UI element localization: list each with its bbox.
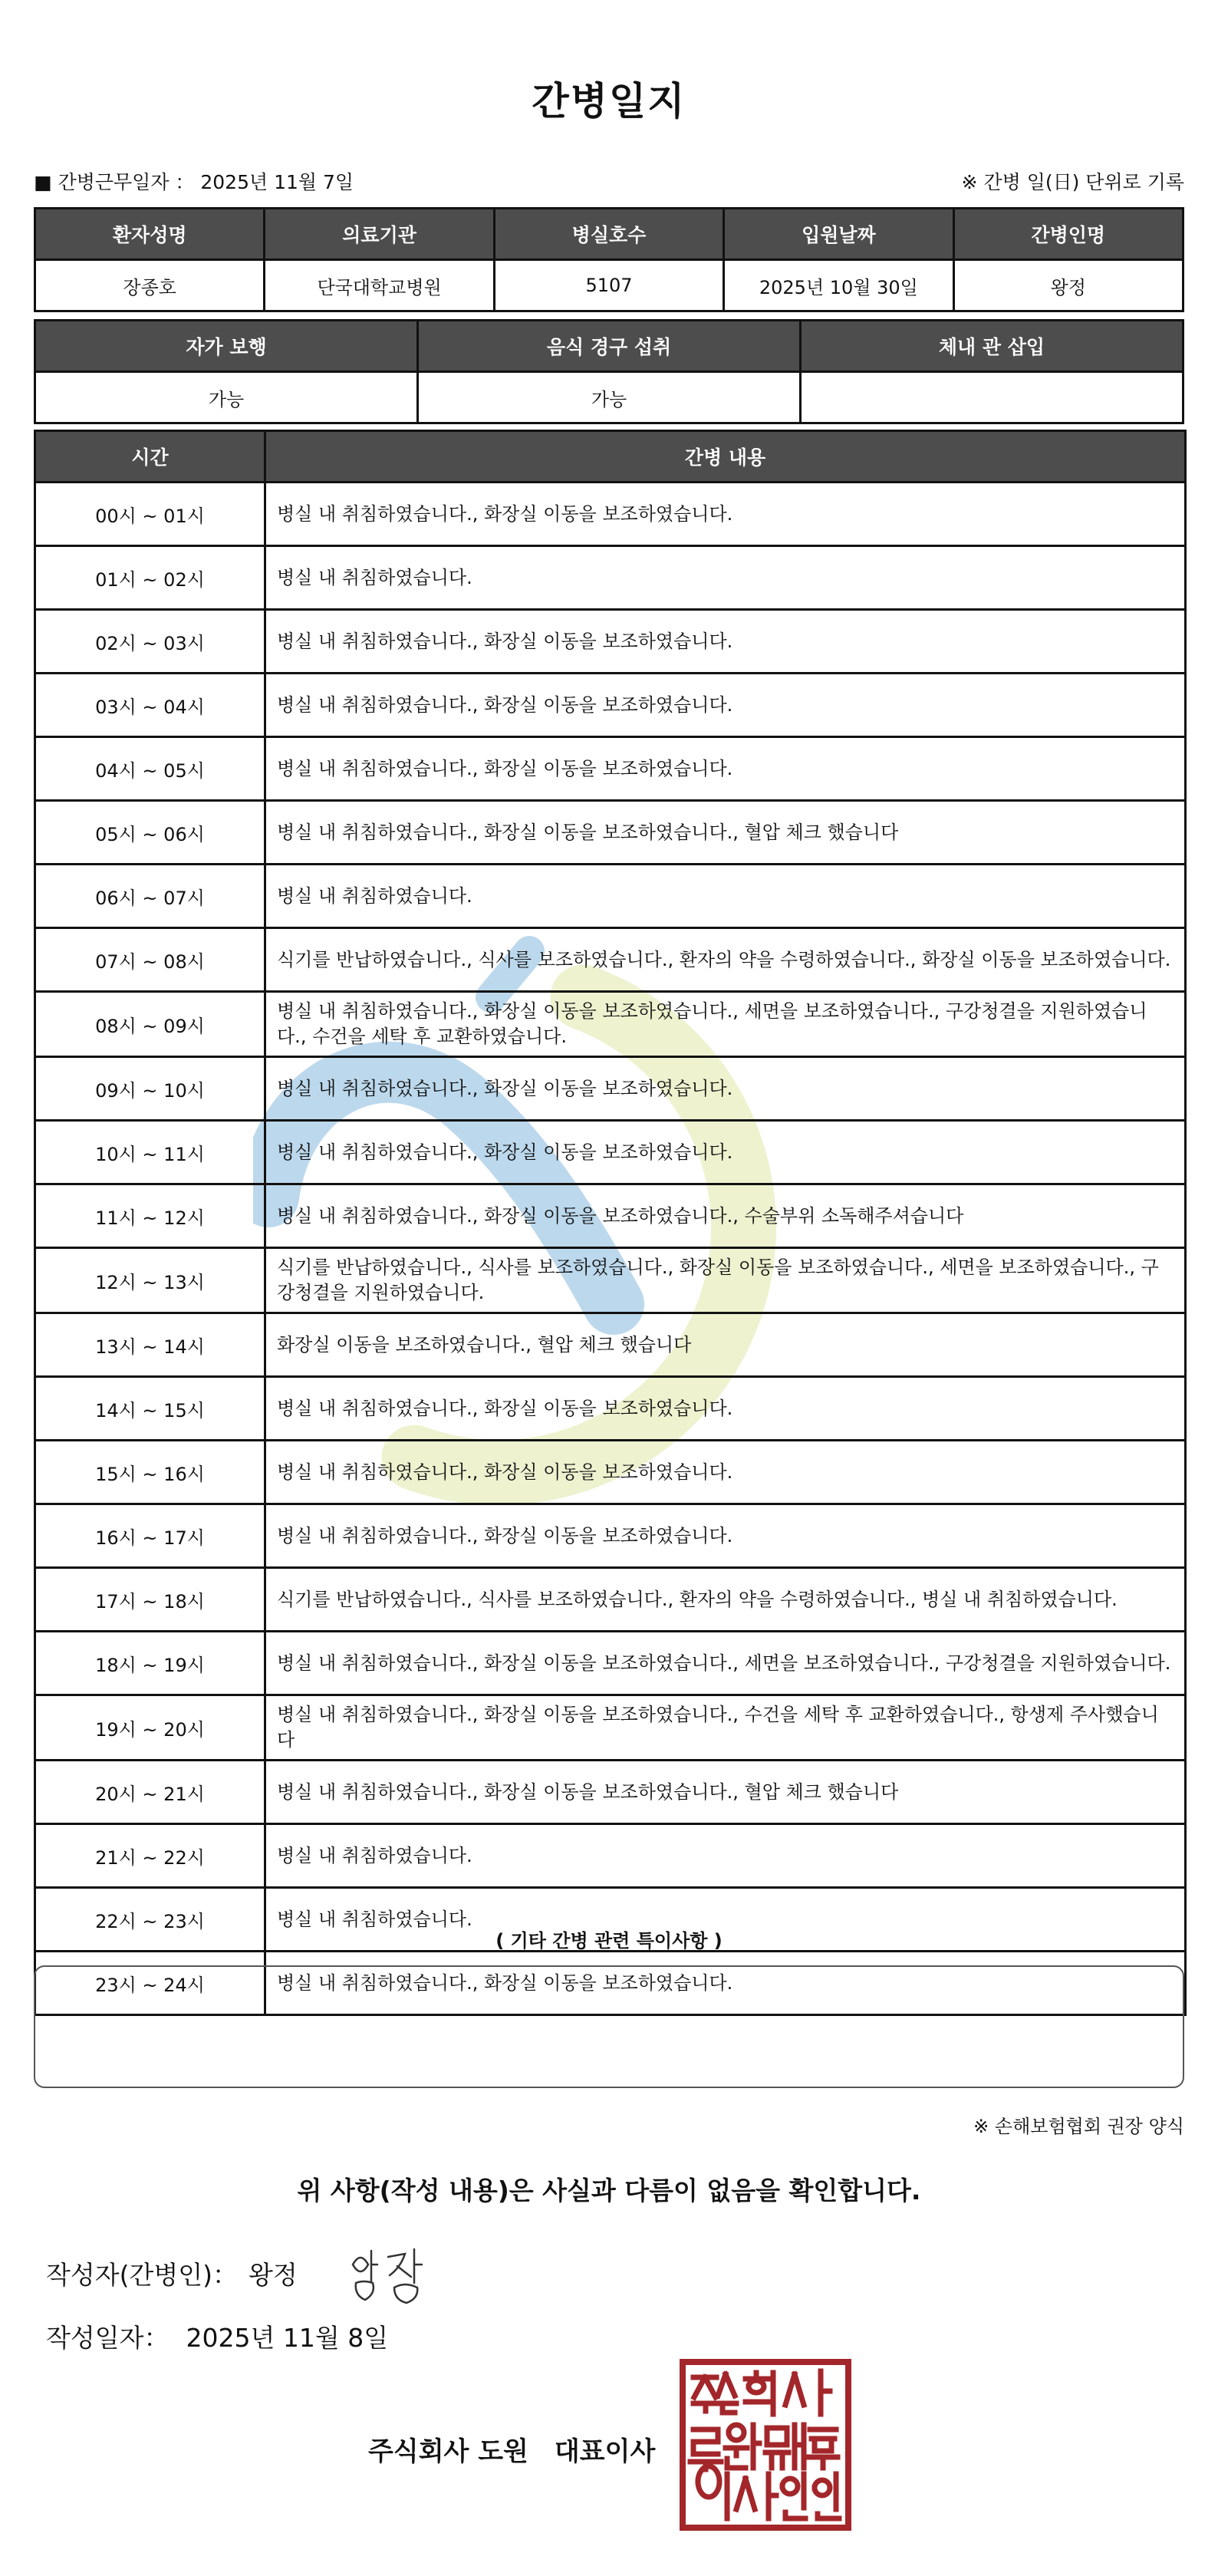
log-content: 병실 내 취침하였습니다. — [265, 546, 1186, 610]
log-time: 03시 ~ 04시 — [35, 674, 265, 737]
header-self-walking: 자가 보행 — [35, 321, 418, 372]
log-time: 20시 ~ 21시 — [35, 1761, 265, 1824]
self-walking: 가능 — [35, 372, 418, 423]
table-row — [35, 801, 1186, 865]
header-oral-intake: 음식 경구 섭취 — [418, 321, 801, 372]
log-content: 병실 내 취침하였습니다., 화장실 이동을 보조하였습니다. — [265, 610, 1186, 674]
table-row — [35, 1248, 1186, 1313]
header-hospital: 의료기관 — [265, 209, 494, 260]
table-row — [35, 1057, 1186, 1121]
log-time: 22시 ~ 23시 — [35, 1888, 265, 1952]
log-time: 08시 ~ 09시 — [35, 992, 265, 1057]
caregiver-name: 왕정 — [953, 260, 1183, 311]
log-content: 병실 내 취침하였습니다., 화장실 이동을 보조하였습니다. — [265, 737, 1186, 801]
log-time: 12시 ~ 13시 — [35, 1248, 265, 1313]
notes-label: ( 기타 간병 관련 특이사항 ) — [495, 1930, 723, 1952]
log-content: 식기를 반납하였습니다., 식사를 보조하였습니다., 환자의 약을 수령하였습니다., 병실 내 취침하였습니다. — [265, 1568, 1186, 1632]
admission-date: 2025년 10월 30일 — [724, 260, 953, 311]
log-time: 21시 ~ 22시 — [35, 1824, 265, 1888]
log-content: 식기를 반납하였습니다., 식사를 보조하였습니다., 환자의 약을 수령하였습니다., 화장실 이동을 보조하였습니다. — [265, 928, 1186, 992]
table-row — [35, 610, 1186, 674]
log-content: 병실 내 취침하였습니다., 화장실 이동을 보조하였습니다. — [265, 1952, 1186, 2015]
log-time: 19시 ~ 20시 — [35, 1695, 265, 1761]
table-row — [35, 1377, 1186, 1441]
confirmation-statement: 위 사항(작성 내용)은 사실과 다름이 없음을 확인합니다. — [297, 2176, 921, 2205]
log-content: 병실 내 취침하였습니다., 화장실 이동을 보조하였습니다., 세면을 보조하였습니다., 구강청결을 지원하였습니다. — [265, 1632, 1186, 1695]
written-date-line — [46, 2318, 388, 2354]
table-row — [35, 992, 1186, 1057]
log-content: 병실 내 취침하였습니다., 화장실 이동을 보조하였습니다., 수술부위 소독해주셔습니다 — [265, 1184, 1186, 1248]
log-content: 병실 내 취침하였습니다. — [265, 865, 1186, 928]
table-row — [35, 928, 1186, 992]
header-caregiver-name: 간병인명 — [953, 209, 1183, 260]
oral-intake: 가능 — [418, 372, 801, 423]
table-row — [35, 483, 1186, 546]
company-line — [368, 2430, 655, 2468]
log-time: 05시 ~ 06시 — [35, 801, 265, 865]
hospital: 단국대학교병원 — [265, 260, 494, 311]
header-patient-name: 환자성명 — [35, 209, 265, 260]
writer-name: 왕정 — [249, 2260, 298, 2290]
patient-info-table — [34, 207, 1184, 312]
patient-name: 장종호 — [35, 260, 265, 311]
writer-line — [46, 2255, 298, 2291]
table-row — [35, 1695, 1186, 1761]
table-row — [35, 1313, 1186, 1377]
record-unit-note: ※ 간병 일(日) 단위로 기록 — [961, 171, 1184, 193]
log-time: 02시 ~ 03시 — [35, 610, 265, 674]
table-row — [35, 1824, 1186, 1888]
header-care-content: 간병 내용 — [265, 431, 1186, 483]
log-content: 병실 내 취침하였습니다., 화장실 이동을 보조하였습니다. — [265, 1377, 1186, 1441]
table-row — [35, 1761, 1186, 1824]
log-time: 07시 ~ 08시 — [35, 928, 265, 992]
table-row — [35, 674, 1186, 737]
log-content: 병실 내 취침하였습니다., 화장실 이동을 보조하였습니다. — [265, 1441, 1186, 1504]
log-time: 14시 ~ 15시 — [35, 1377, 265, 1441]
company-name: 주식회사 도원 — [368, 2436, 528, 2467]
care-log-table — [34, 430, 1187, 2016]
log-content: 병실 내 취침하였습니다. — [265, 1888, 1186, 1952]
header-time: 시간 — [35, 431, 265, 483]
log-content: 화장실 이동을 보조하였습니다., 혈압 체크 했습니다 — [265, 1313, 1186, 1377]
log-time: 00시 ~ 01시 — [35, 483, 265, 546]
log-time: 16시 ~ 17시 — [35, 1504, 265, 1568]
table-row — [35, 1441, 1186, 1504]
care-log-body — [35, 483, 1186, 2015]
table-row — [35, 1632, 1186, 1695]
log-time: 06시 ~ 07시 — [35, 865, 265, 928]
table-row — [35, 1121, 1186, 1184]
page-title: 간병일지 — [532, 79, 686, 124]
company-representative-title: 대표이사 — [554, 2436, 656, 2467]
log-content: 병실 내 취침하였습니다., 화장실 이동을 보조하였습니다., 수건을 세탁 후 교환하였습니다., 항생제 주사했습니다 — [265, 1695, 1186, 1761]
company-seal — [680, 2359, 851, 2531]
log-time: 17시 ~ 18시 — [35, 1568, 265, 1632]
log-content: 병실 내 취침하였습니다., 화장실 이동을 보조하였습니다. — [265, 1504, 1186, 1568]
table-row — [35, 865, 1186, 928]
care-date-value: 2025년 11월 7일 — [200, 171, 354, 193]
header-tube-insertion: 체내 관 삽입 — [801, 321, 1183, 372]
log-time: 10시 ~ 11시 — [35, 1121, 265, 1184]
log-content: 병실 내 취침하였습니다. — [265, 1824, 1186, 1888]
log-content: 병실 내 취침하였습니다., 화장실 이동을 보조하였습니다. — [265, 674, 1186, 737]
header-room-number: 병실호수 — [494, 209, 723, 260]
written-date-value: 2025년 11월 8일 — [186, 2323, 389, 2353]
log-time: 11시 ~ 12시 — [35, 1184, 265, 1248]
table-row — [35, 1568, 1186, 1632]
notes-box — [34, 1965, 1184, 2088]
header-admission-date: 입원날짜 — [724, 209, 953, 260]
log-time: 13시 ~ 14시 — [35, 1313, 265, 1377]
form-source-note: ※ 손해보험협회 권장 양식 — [973, 2116, 1184, 2137]
patient-status-table — [34, 319, 1184, 424]
table-row — [35, 737, 1186, 801]
log-time: 18시 ~ 19시 — [35, 1632, 265, 1695]
writer-label: 작성자(간병인)： — [46, 2260, 239, 2290]
room-number: 5107 — [494, 260, 723, 311]
log-time: 15시 ~ 16시 — [35, 1441, 265, 1504]
table-row — [35, 1184, 1186, 1248]
log-content: 병실 내 취침하였습니다., 화장실 이동을 보조하였습니다. — [265, 1121, 1186, 1184]
log-content: 식기를 반납하였습니다., 식사를 보조하였습니다., 화장실 이동을 보조하였습니다., 세면을 보조하였습니다., 구강청결을 지원하였습니다. — [265, 1248, 1186, 1313]
log-time: 01시 ~ 02시 — [35, 546, 265, 610]
handwritten-signature — [345, 2242, 437, 2311]
log-content: 병실 내 취침하였습니다., 화장실 이동을 보조하였습니다., 혈압 체크 했습니다 — [265, 1761, 1186, 1824]
log-content: 병실 내 취침하였습니다., 화장실 이동을 보조하였습니다. — [265, 483, 1186, 546]
log-content: 병실 내 취침하였습니다., 화장실 이동을 보조하였습니다., 혈압 체크 했습니다 — [265, 801, 1186, 865]
log-time: 04시 ~ 05시 — [35, 737, 265, 801]
tube-insertion — [801, 372, 1183, 423]
log-time: 09시 ~ 10시 — [35, 1057, 265, 1121]
written-date-label: 작성일자： — [46, 2323, 170, 2353]
care-date — [34, 167, 354, 195]
log-content: 병실 내 취침하였습니다., 화장실 이동을 보조하였습니다., 세면을 보조하였습니다., 구강청결을 지원하였습니다., 수건을 세탁 후 교환하였습니다. — [265, 992, 1186, 1057]
table-row — [35, 1504, 1186, 1568]
log-time: 23시 ~ 24시 — [35, 1952, 265, 2015]
table-row — [35, 546, 1186, 610]
log-content: 병실 내 취침하였습니다., 화장실 이동을 보조하였습니다. — [265, 1057, 1186, 1121]
care-date-label: ■ 간병근무일자 ： — [34, 171, 195, 193]
